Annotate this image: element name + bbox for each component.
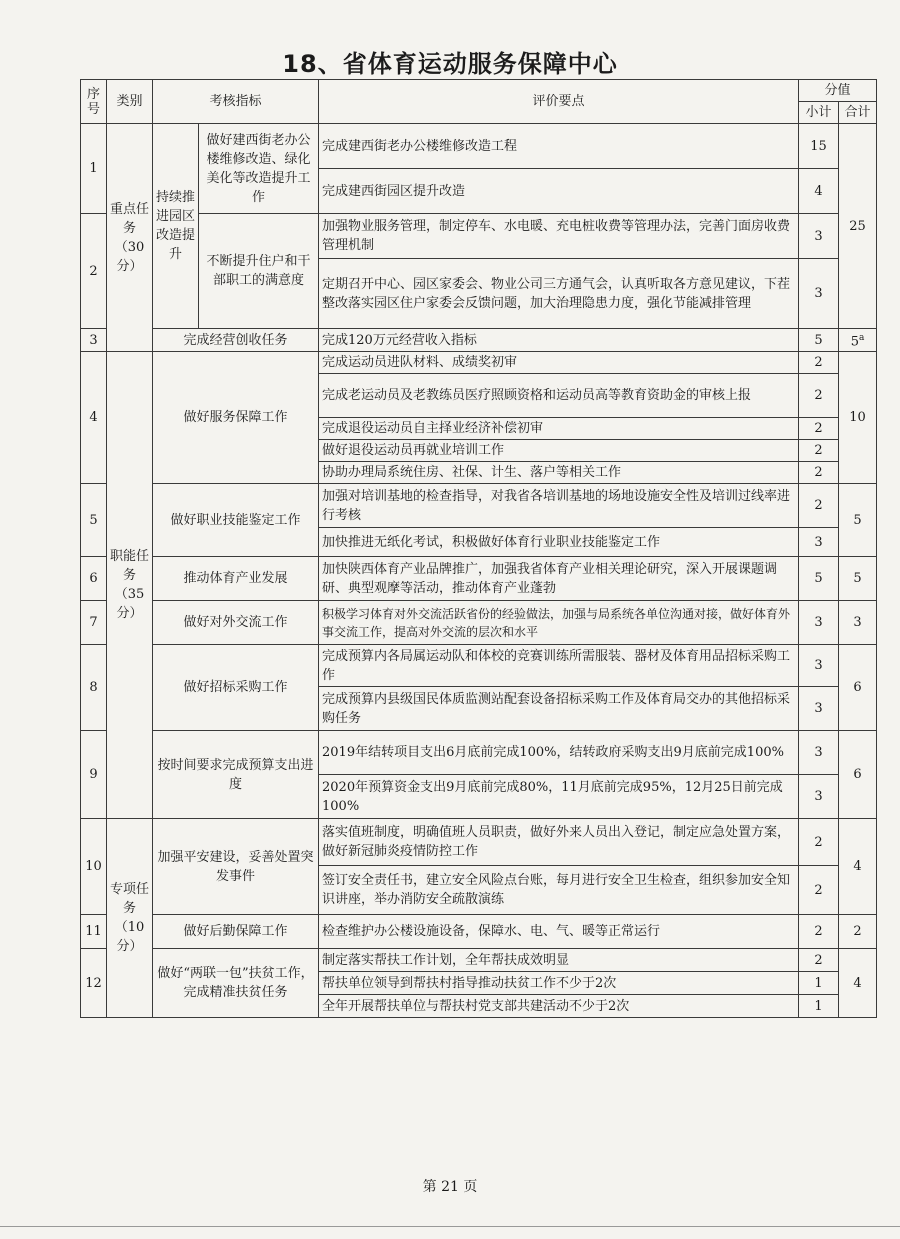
row-number: 8 [81,645,107,731]
row-total: 4 [839,819,877,915]
point-text: 协助办理局系统住房、社保、计生、落户等相关工作 [319,462,799,484]
category-special: 专项任务（10分） [107,819,153,1018]
page-title: 18、省体育运动服务保障中心 [282,50,618,78]
point-text: 积极学习体育对外交流活跃省份的经验做法，加强与局系统各单位沟通对接，做好体育外事交流工作，提高对外交流的层次和水平 [319,601,799,645]
point-text: 落实值班制度，明确值班人员职责，做好外来人员出入登记，制定应急处置方案，做好新冠肺炎疫情防控工作 [319,819,799,866]
point-score: 2 [799,440,839,462]
divider [0,1226,900,1227]
point-score: 5 [799,329,839,352]
point-score: 2 [799,484,839,528]
header-indicator: 考核指标 [153,80,319,124]
row-number: 3 [81,329,107,352]
category-key: 重点任务（30分） [107,124,153,352]
point-score: 15 [799,124,839,169]
row-number: 10 [81,819,107,915]
row-total: 5$^a$ [839,329,877,352]
row-number: 9 [81,731,107,819]
row-total: 5 [839,484,877,557]
header-score: 分值 [799,80,877,102]
table-row [81,819,877,866]
sub-category: 持续推进园区改造提升 [153,124,199,329]
point-text: 检查维护办公楼设施设备，保障水、电、气、暖等正常运行 [319,915,799,949]
point-score: 2 [799,418,839,440]
point-text: 完成预算内县级国民体质监测站配套设备招标采购工作及体育局交办的其他招标采购任务 [319,687,799,731]
point-score: 2 [799,352,839,374]
point-score: 3 [799,528,839,557]
row-number: 5 [81,484,107,557]
table-row [81,329,877,352]
point-text: 完成120万元经营收入指标 [319,329,799,352]
point-score: 2 [799,462,839,484]
row-number: 12 [81,949,107,1018]
table-row [81,949,877,972]
indicator: 完成经营创收任务 [153,329,319,352]
table-row [81,214,877,259]
point-score: 3 [799,687,839,731]
point-text: 加快推进无纸化考试，积极做好体育行业职业技能鉴定工作 [319,528,799,557]
row-total: 6 [839,731,877,819]
table-row [81,915,877,949]
point-score: 3 [799,731,839,775]
row-total: 6 [839,645,877,731]
table-row [81,731,877,775]
point-score: 2 [799,866,839,915]
point-score: 3 [799,775,839,819]
indicator: 推动体育产业发展 [153,557,319,601]
point-text: 完成运动员进队材料、成绩奖初审 [319,352,799,374]
header-total: 合计 [839,102,877,124]
row-total: 3 [839,601,877,645]
point-score: 3 [799,601,839,645]
row-number: 6 [81,557,107,601]
header-points: 评价要点 [319,80,799,124]
point-text: 完成建西街园区提升改造 [319,169,799,214]
point-score: 1 [799,972,839,995]
point-score: 1 [799,995,839,1018]
row-total: 5 [839,557,877,601]
point-text: 签订安全责任书，建立安全风险点台账，每月进行安全卫生检查，组织参加安全知识讲座，举办消防安全疏散演练 [319,866,799,915]
point-score: 5 [799,557,839,601]
point-text: 加强对培训基地的检查指导，对我省各培训基地的场地设施安全性及培训过线率进行考核 [319,484,799,528]
row-number: 4 [81,352,107,484]
point-text: 完成预算内各局属运动队和体校的竞赛训练所需服装、器材及体育用品招标采购工作 [319,645,799,687]
point-text: 完成建西街老办公楼维修改造工程 [319,124,799,169]
indicator: 做好对外交流工作 [153,601,319,645]
point-score: 2 [799,819,839,866]
point-text: 做好退役运动员再就业培训工作 [319,440,799,462]
header-subtotal: 小计 [799,102,839,124]
point-text: 定期召开中心、园区家委会、物业公司三方通气会，认真听取各方意见建议，下茬整改落实园区住户家委会反馈问题，加大治理隐患力度，强化节能减排管理 [319,259,799,329]
point-score: 2 [799,374,839,418]
point-text: 完成退役运动员自主择业经济补偿初审 [319,418,799,440]
point-text: 2020年预算资金支出9月底前完成80%，11月底前完成95%，12月25日前完成100% [319,775,799,819]
point-score: 3 [799,259,839,329]
row-total: 25 [839,124,877,329]
point-score: 2 [799,915,839,949]
indicator: 做好“两联一包”扶贫工作，完成精准扶贫任务 [153,949,319,1018]
row-total: 4 [839,949,877,1018]
row-number: 11 [81,915,107,949]
row-number: 7 [81,601,107,645]
indicator: 做好职业技能鉴定工作 [153,484,319,557]
indicator: 做好招标采购工作 [153,645,319,731]
indicator: 做好服务保障工作 [153,352,319,484]
point-text: 帮扶单位领导到帮扶村指导推动扶贫工作不少于2次 [319,972,799,995]
indicator: 做好建西街老办公楼维修改造、绿化美化等改造提升工作 [199,124,319,214]
table-row [81,645,877,687]
row-total: 10 [839,352,877,484]
point-text: 2019年结转项目支出6月底前完成100%，结转政府采购支出9月底前完成100% [319,731,799,775]
header-category: 类别 [107,80,153,124]
table-row [81,601,877,645]
point-score: 2 [799,949,839,972]
point-text: 加快陕西体育产业品牌推广，加强我省体育产业相关理论研究，深入开展课题调研、典型观摩等活动，推动体育产业蓬勃 [319,557,799,601]
row-number: 2 [81,214,107,329]
page-number: 第 21 页 [422,1179,478,1195]
category-func: 职能任务（35分） [107,352,153,819]
table-row [81,124,877,169]
indicator: 不断提升住户和干部职工的满意度 [199,214,319,329]
indicator: 加强平安建设，妥善处置突发事件 [153,819,319,915]
assessment-table [80,79,877,1018]
indicator: 做好后勤保障工作 [153,915,319,949]
point-score: 3 [799,645,839,687]
point-text: 加强物业服务管理，制定停车、水电暖、充电桩收费等管理办法，完善门面房收费管理机制 [319,214,799,259]
row-total: 2 [839,915,877,949]
point-score: 4 [799,169,839,214]
header-seq: 序号 [81,80,107,124]
indicator: 按时间要求完成预算支出进度 [153,731,319,819]
point-text: 完成老运动员及老教练员医疗照顾资格和运动员高等教育资助金的审核上报 [319,374,799,418]
point-text: 全年开展帮扶单位与帮扶村党支部共建活动不少于2次 [319,995,799,1018]
point-text: 制定落实帮扶工作计划，全年帮扶成效明显 [319,949,799,972]
row-number: 1 [81,124,107,214]
table-row [81,484,877,528]
table-row [81,557,877,601]
table-row [81,352,877,374]
point-score: 3 [799,214,839,259]
